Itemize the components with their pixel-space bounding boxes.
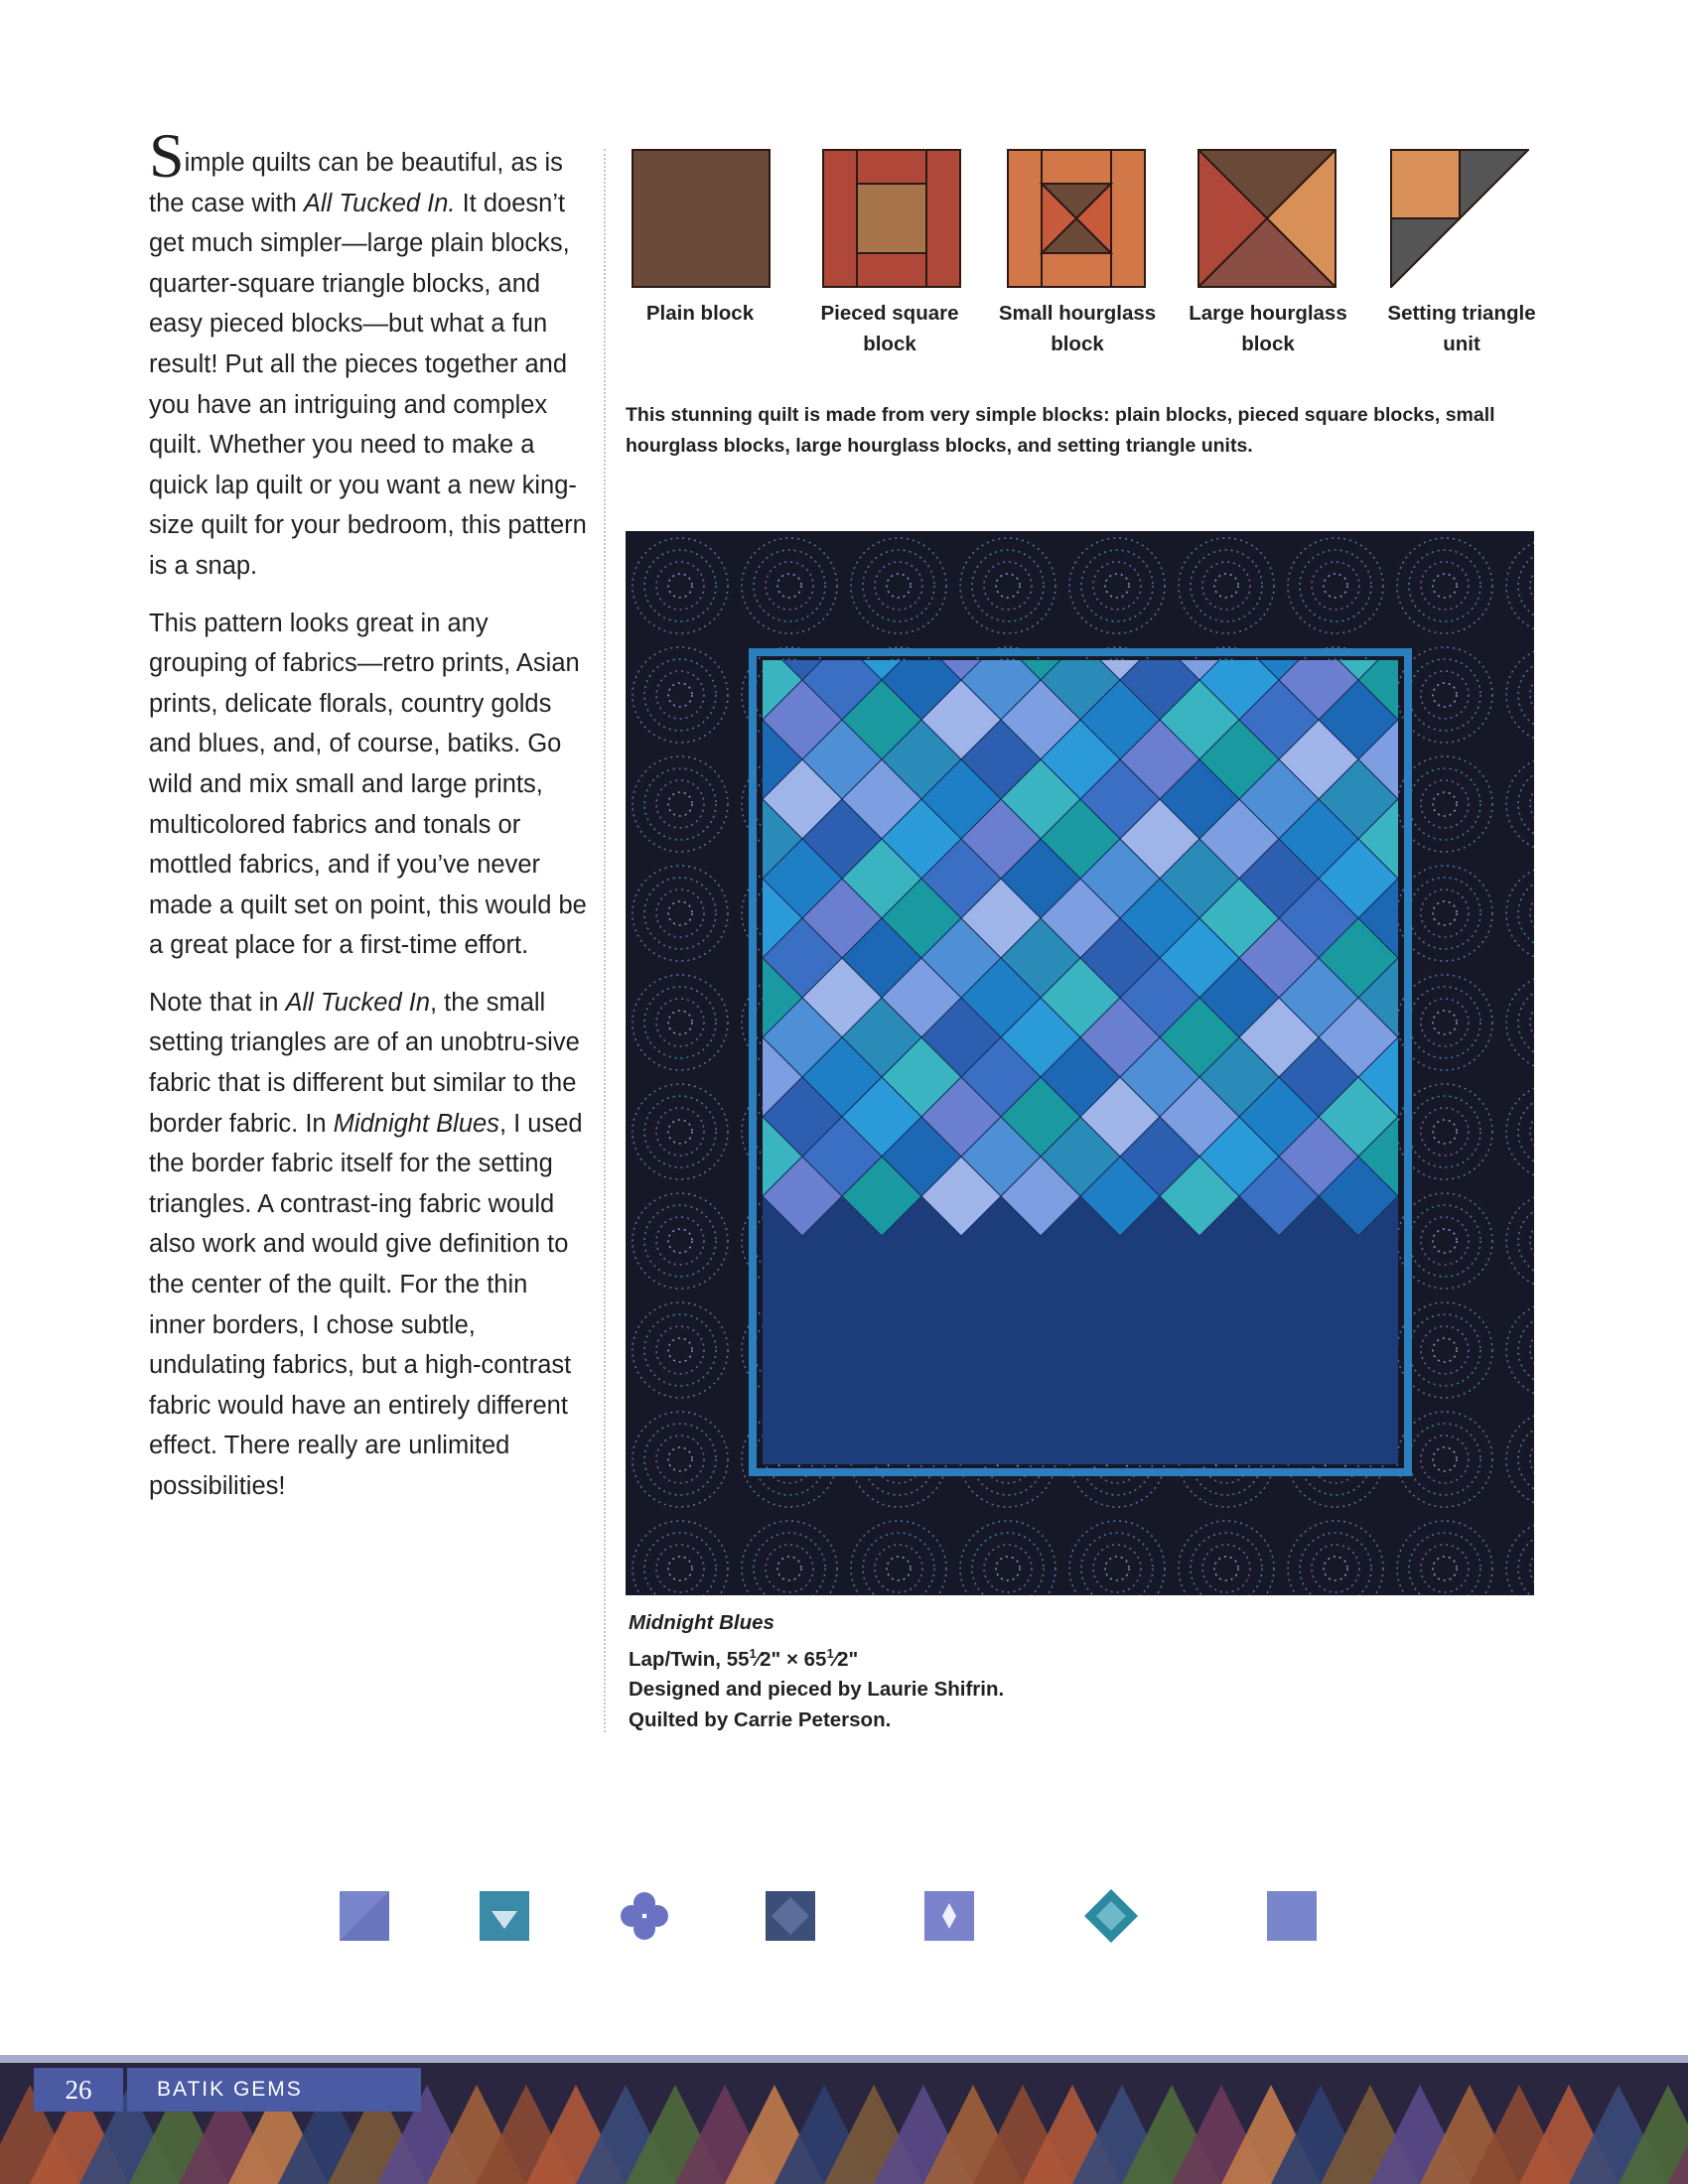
body-paragraph-3: Note that in All Tucked In, the small setting triangles are of an unobtru-sive fabric that is different but similar to the border fabric. In Midnight Blues, I used the border fabric itself for the setting triangles. A contrast-ing fabric would also work and would give definition to the center of the quilt. For the thin inner borders, I chose subtle, undulating fabrics, but a high-contrast fabric would have an entirely different effect. There really are unlimited possibilities! <box>149 988 583 1500</box>
quilt-title: Midnight Blues <box>629 1611 774 1634</box>
quilt-quilter: Quilted by Carrie Peterson. <box>629 1708 892 1732</box>
deco-diamond-in-square-icon <box>764 1889 817 1943</box>
body-paragraph-1: Simple quilts can be beautiful, as is the case with All Tucked In. It doesn’t get much simpler—large plain blocks, quarter-square triangle blocks, and easy pieced blocks—but what a fun result! Put all the pieces together and you have an intriguing and complex quilt. Whether you need to make a quick lap quilt or you want a new king-size quilt for your bedroom, this pattern is a snap. <box>149 120 587 580</box>
block-label-small-hourglass: Small hourglass block <box>998 302 1157 355</box>
section-title: BATIK GEMS <box>127 2068 421 2112</box>
deco-plain-square-icon <box>1265 1889 1319 1943</box>
body-paragraph-2: This pattern looks great in any grouping of fabrics—retro prints, Asian prints, delicate florals, country golds and blues, and, of course, batiks. Go wild and mix small and large prints, multicolored fabrics and tonals or mottled fabrics, and if you’ve never made a quilt set on point, this would be a great place for a first-time effort. <box>149 609 587 960</box>
block-label-setting-triangle: Setting triangle unit <box>1387 302 1536 355</box>
deco-square-icon <box>338 1889 391 1943</box>
page-number: 26 <box>34 2068 123 2112</box>
block-label-large-hourglass: Large hourglass block <box>1189 302 1347 355</box>
deco-pinwheel-icon <box>478 1889 531 1943</box>
block-label-plain: Plain block <box>645 302 755 325</box>
column-divider <box>604 149 606 1732</box>
plain-block-icon <box>632 149 771 288</box>
small-hourglass-block-icon <box>1007 149 1146 288</box>
deco-diamond-icon <box>1084 1889 1138 1943</box>
large-hourglass-block-icon <box>1197 149 1336 288</box>
diagram-caption: This stunning quilt is made from very simple blocks: plain blocks, pieced square blocks, small hourglass blocks, large hourglass blocks, and setting triangle units. <box>626 404 1495 457</box>
setting-triangle-unit-icon <box>1390 149 1529 288</box>
deco-star-square-icon <box>922 1889 976 1943</box>
quilt-designer: Designed and pieced by Laurie Shifrin. <box>629 1678 1005 1702</box>
quilt-photo <box>626 531 1534 1595</box>
quilt-size: Lap/Twin, $55^1⁄2$" × $65^1⁄2$" <box>629 1645 859 1671</box>
body-text-column <box>149 120 591 1524</box>
pieced-square-block-icon <box>822 149 961 288</box>
block-label-pieced: Pieced square block <box>820 302 959 355</box>
deco-flower-icon <box>618 1889 671 1943</box>
photo-caption <box>629 1608 1324 1736</box>
drop-cap: S <box>149 120 185 191</box>
